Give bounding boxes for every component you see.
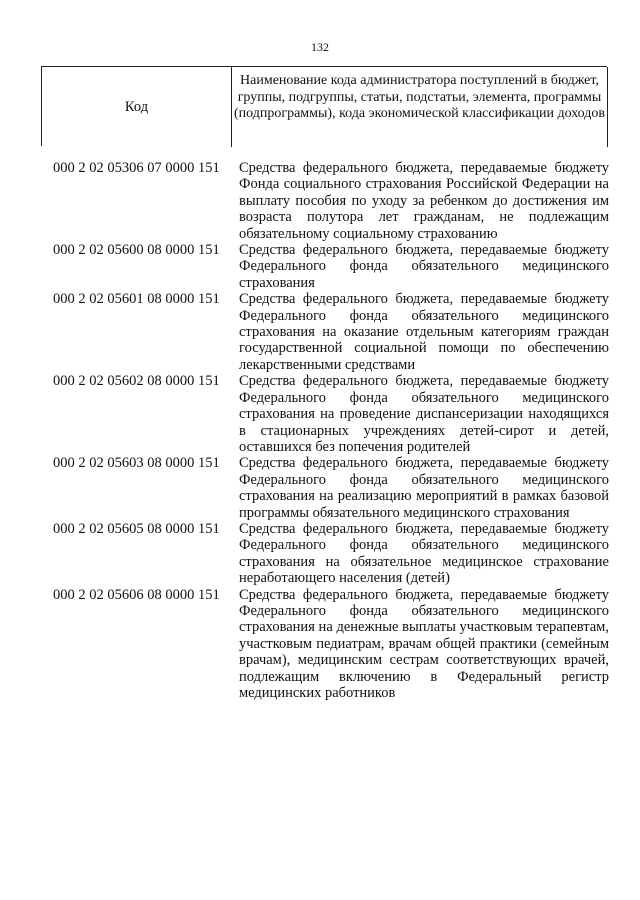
- classification-list: [53, 160, 609, 701]
- row-description: Средства федерального бюджета, передаваемые бюджету Федерального фонда обязательного медицинского страхования на обязательное медицинское страхование неработающего населения (детей): [239, 520, 609, 587]
- row-code: 000 2 02 05603 08 0000 151: [53, 455, 220, 472]
- row-code: 000 2 02 05600 08 0000 151: [53, 242, 220, 259]
- row-description: Средства федерального бюджета, передаваемые бюджету Федерального фонда обязательного медицинского страхования на денежные выплаты участковым терапевтам, участковым педиатрам, врачам общей практики (семейным врачам), медицинским сестрам соответствующих врачей, подлежащим включению в Федеральный регистр медицинских работников: [239, 586, 609, 701]
- row-description: Средства федерального бюджета, передаваемые бюджету Федерального фонда обязательного медицинского страхования на реализацию мероприятий в рамках базовой программы обязательного медицинского страхования: [239, 455, 609, 521]
- row-description: Средства федерального бюджета, передаваемые бюджету Федерального фонда обязательного медицинского страхования на оказание отдельным категориям граждан государственной социальной помощи по обеспечению лекарственными средствами: [239, 291, 609, 373]
- row-code: 000 2 02 05602 08 0000 151: [53, 373, 220, 390]
- header-code-column: Код: [42, 67, 232, 147]
- table-row: [53, 521, 609, 587]
- row-description: Средства федерального бюджета, передаваемые бюджету Фонда социального страхования Российской Федерации на выплату пособия по уходу за ребенком до достижения им возраста полутора лет гражданам, не подлежащим обязательному социальному страхованию: [239, 160, 609, 242]
- table-row: [53, 160, 609, 242]
- table-header: [41, 66, 607, 146]
- row-code: 000 2 02 05306 07 0000 151: [53, 160, 220, 176]
- row-code: 000 2 02 05601 08 0000 151: [53, 291, 220, 308]
- table-row: [53, 373, 609, 455]
- table-row: [53, 455, 609, 521]
- table-row: [53, 242, 609, 291]
- row-description: Средства федерального бюджета, передаваемые бюджету Федерального фонда обязательного медицинского страхования на проведение диспансеризации находящихся в стационарных учреждениях детей-сирот и детей, оставшихся без попечения родителей: [239, 373, 609, 455]
- row-code: 000 2 02 05606 08 0000 151: [53, 586, 220, 603]
- row-description: Средства федерального бюджета, передаваемые бюджету Федерального фонда обязательного медицинского страхования: [239, 242, 609, 291]
- row-code: 000 2 02 05605 08 0000 151: [53, 520, 220, 537]
- page-number: 132: [311, 40, 329, 54]
- header-name-column: Наименование кода администратора поступлений в бюджет, группы, подгруппы, статьи, подстатьи, элемента, программы (подпрограммы), кода экономической классификации доходов: [232, 67, 608, 147]
- table-row: [53, 291, 609, 373]
- table-row: [53, 587, 609, 702]
